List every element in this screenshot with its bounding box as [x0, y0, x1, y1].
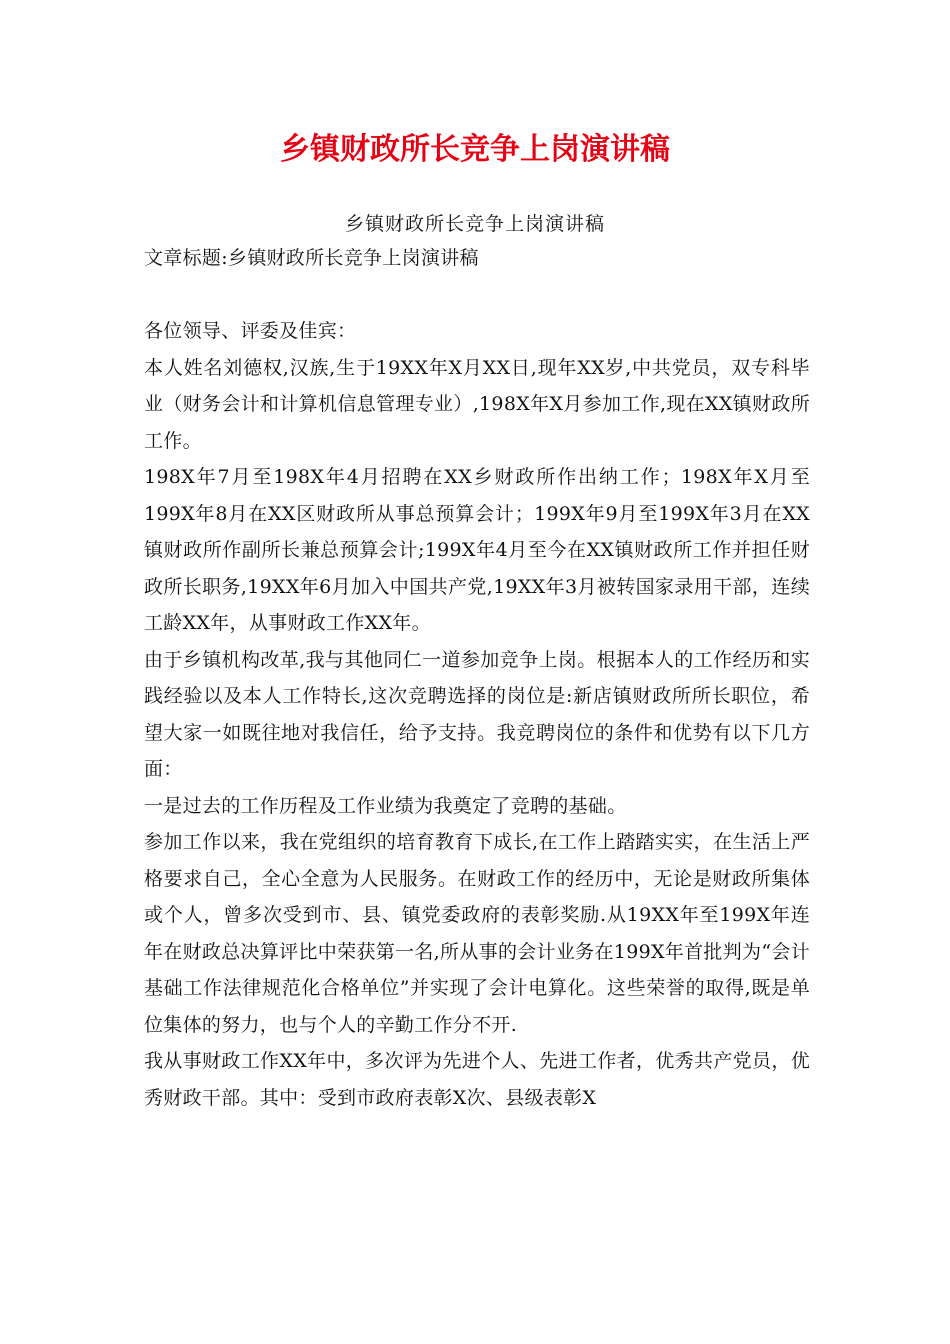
article-title-line: 文章标题:乡镇财政所长竞争上岗演讲稿 [144, 247, 479, 269]
paragraph-greeting: 各位领导、评委及佳宾： [144, 320, 357, 342]
document-title: 乡镇财政所长竞争上岗演讲稿 [280, 132, 670, 167]
paragraph-personal-info: 本人姓名刘德权,汉族,生于19XX年X月XX日,现年XX岁,中共党员，双专科毕业（财务会计和计算机信息管理专业）,198X年X月参加工作,现在XX镇财政所工作。 [144, 356, 810, 452]
paragraph-reason: 由于乡镇机构改革,我与其他同仁一道参加竞争上岗。根据本人的工作经历和实践经验以及本人工作特长,这次竞聘选择的岗位是:新店镇财政所所长职位，希望大家一如既往地对我信任，给予支持。我竞聘岗位的条件和优势有以下几方面： [144, 648, 810, 780]
blank-line [144, 277, 810, 314]
document-body [144, 240, 810, 1116]
paragraph-achievements: 参加工作以来，我在党组织的培育教育下成长,在工作上踏踏实实，在生活上严格要求自己，全心全意为人民服务。在财政工作的经历中，无论是财政所集体或个人，曾多次受到市、县、镇党委政府的表彰奖励.从19XX年至199X年连年在财政总决算评比中荣获第一名,所从事的会计业务在199X年首批判为“会计基础工作法律规范化合格单位”并实现了会计电算化。这些荣誉的取得,既是单位集体的努力，也与个人的辛勤工作分不开. [144, 831, 810, 1036]
document-subtitle: 乡镇财政所长竞争上岗演讲稿 [344, 213, 605, 235]
paragraph-work-history: 198X年7月至198X年4月招聘在XX乡财政所作出纳工作；198X年X月至199X年8月在XX区财政所从事总预算会计；199X年9月至199X年3月在XX镇财政所作副所长兼总预算会计;199X年4月至今在XX镇财政所工作并担任财政所长职务,19XX年6月加入中国共产党,19XX年3月被转国家录用干部，连续工龄XX年，从事财政工作XX年。 [144, 466, 810, 634]
paragraph-point-one: 一是过去的工作历程及工作业绩为我奠定了竞聘的基础。 [144, 794, 627, 817]
paragraph-honors: 我从事财政工作XX年中，多次评为先进个人、先进工作者，优秀共产党员，优秀财政干部。其中：受到市政府表彰X次、县级表彰X [144, 1050, 810, 1109]
